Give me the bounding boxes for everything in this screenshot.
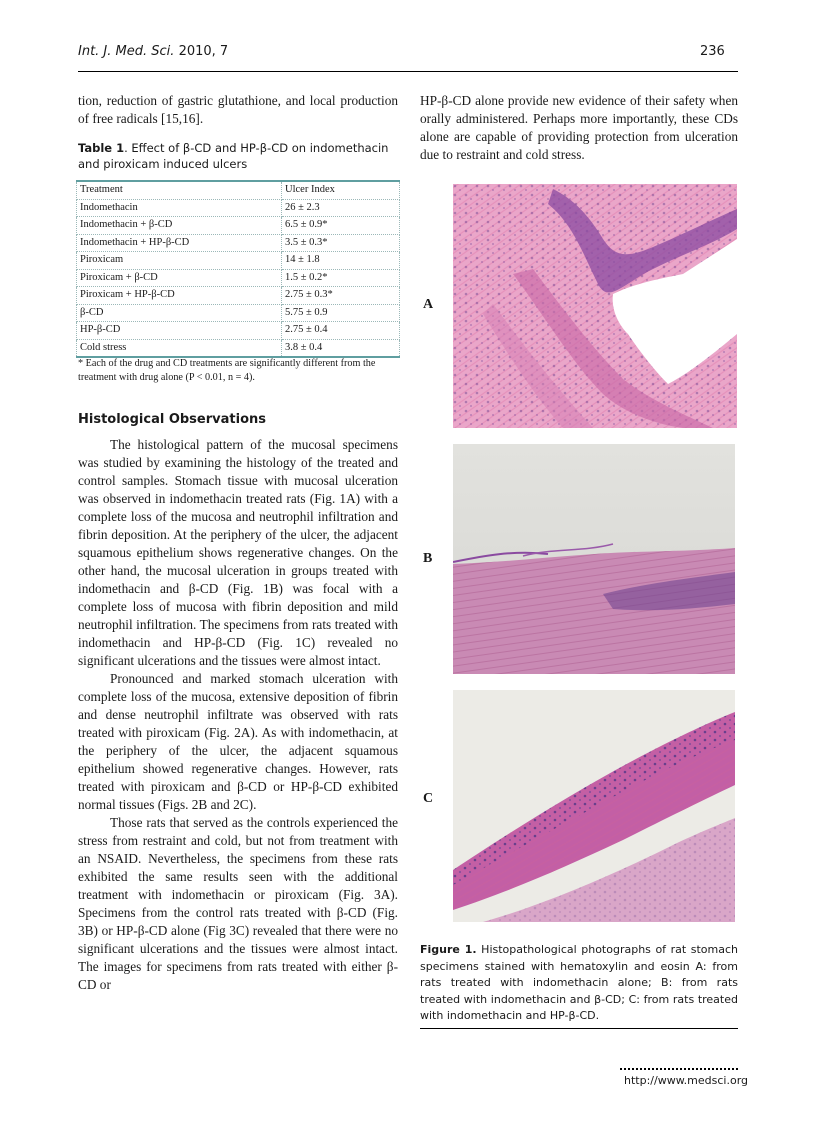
table-title: . Effect of β-CD and HP-β-CD on indomethacin and piroxicam induced ulcers <box>78 141 389 171</box>
treatment-cell: Indomethacin + β-CD <box>77 217 282 235</box>
treatment-cell: Piroxicam <box>77 252 282 270</box>
left-intro-paragraph <box>78 92 398 128</box>
table-label: Table 1 <box>78 141 125 155</box>
micrograph-panel-c <box>453 690 735 922</box>
column-header: Ulcer Index <box>282 181 400 199</box>
table-row <box>77 339 400 357</box>
treatment-cell: Indomethacin <box>77 199 282 217</box>
ulcer-index-cell: 2.75 ± 0.4 <box>282 322 400 340</box>
column-header: Treatment <box>77 181 282 199</box>
figure-caption <box>420 942 738 1025</box>
treatment-cell: β-CD <box>77 304 282 322</box>
treatment-cell: Piroxicam + HP-β-CD <box>77 287 282 305</box>
ulcer-index-cell: 1.5 ± 0.2* <box>282 269 400 287</box>
panel-label-a: A <box>423 297 434 312</box>
body-paragraph: The histological pattern of the mucosal specimens was studied by examining the histology of the treated and control samples. Stomach tissue with mucosal ulceration was observed in indomethacin treated rats (Fig. 1A) with a complete loss of the mucosa and neutrophil infiltration and fibrin deposition. At the periphery of the ulcer, the adjacent squamous epithelium shows regenerative changes. On the other hand, the mucosal ulceration in groups treated with indomethacin and β-CD (Fig. 1B) was focal with a complete loss of mucosa with fibrin deposition and mild neutrophil infiltration. The specimens from rats treated with indomethacin and HP-β-CD (Fig. 1C) revealed no significant ulcerations and the tissues were almost intact. <box>78 437 398 668</box>
header-rule <box>78 71 738 72</box>
panel-label-c: C <box>423 791 434 806</box>
footer-divider <box>620 1068 738 1070</box>
running-header-journal <box>78 44 228 59</box>
page-number: 236 <box>700 44 725 59</box>
right-intro-paragraph <box>420 92 738 164</box>
table-row <box>77 199 400 217</box>
table-row <box>77 287 400 305</box>
intro-text: tion, reduction of gastric glutathione, and local production of free radicals [15,16]. <box>78 93 398 126</box>
footer-url[interactable]: http://www.medsci.org <box>624 1074 749 1087</box>
body-paragraph: Those rats that served as the controls experienced the stress from restraint and cold, but not from treatment with an NSAID. Nevertheless, the specimens from these rats exhibited the same results seen with the additional treatment with indomethacin or piroxicam (Fig. 3A). Specimens from the control rats treated with β-CD (Fig. 3B) or HP-β-CD alone (Fig 3C) revealed that there were no significant ulcerations and the tissues were almost intact. The images for specimens from rats treated with either β-CD or <box>78 815 398 992</box>
micrograph-a-image <box>453 184 737 428</box>
micrograph-b-image <box>453 444 735 674</box>
micrograph-c-image <box>453 690 735 922</box>
ulcer-index-cell: 3.8 ± 0.4 <box>282 339 400 357</box>
table-row <box>77 217 400 235</box>
micrograph-panel-a <box>453 184 737 428</box>
ulcer-index-table <box>76 180 400 358</box>
treatment-cell: Indomethacin + HP-β-CD <box>77 234 282 252</box>
left-body-text <box>78 436 398 994</box>
table-row <box>77 304 400 322</box>
figure-caption-label: Figure 1. <box>420 943 477 956</box>
panel-label-b: B <box>423 551 433 566</box>
micrograph-panel-b <box>453 444 735 674</box>
right-intro-text: HP-β-CD alone provide new evidence of their safety when orally administered. Perhaps more importantly, these CDs alone are capable of providing protection from ulceration due to restraint and cold stress. <box>420 93 738 162</box>
ulcer-index-cell: 26 ± 2.3 <box>282 199 400 217</box>
treatment-cell: HP-β-CD <box>77 322 282 340</box>
body-paragraph: Pronounced and marked stomach ulceration with complete loss of the mucosa, extensive deposition of fibrin and dense neutrophil infiltrate was observed with rats treated with piroxicam (Fig. 2A). As with indomethacin, at the periphery of the ulcer, the adjacent squamous epithelium showed regenerative changes. However, rats treated with piroxicam and β-CD or HP-β-CD exhibited normal tissues (Figs. 2B and 2C). <box>78 671 398 812</box>
ulcer-index-cell: 6.5 ± 0.9* <box>282 217 400 235</box>
journal-name: Int. J. Med. Sci. <box>78 44 175 59</box>
table-row <box>77 322 400 340</box>
ulcer-index-cell: 3.5 ± 0.3* <box>282 234 400 252</box>
table-row <box>77 252 400 270</box>
table-row <box>77 269 400 287</box>
treatment-cell: Piroxicam + β-CD <box>77 269 282 287</box>
figure-caption-text: Histopathological photographs of rat stomach specimens stained with hematoxylin and eosin A: from rats treated with indomethacin alone; B: from rats treated with indomethacin and β-CD; C: from rats treated with indomethacin and HP-β-CD. <box>420 943 738 1022</box>
treatment-cell: Cold stress <box>77 339 282 357</box>
table-header-row <box>77 181 400 199</box>
table-row <box>77 234 400 252</box>
table-footnote: * Each of the drug and CD treatments are significantly different from the treatment with drug alone (P < 0.01, n = 4). <box>78 358 376 383</box>
ulcer-index-cell: 14 ± 1.8 <box>282 252 400 270</box>
section-heading: Histological Observations <box>78 412 266 427</box>
ulcer-index-cell: 5.75 ± 0.9 <box>282 304 400 322</box>
ulcer-index-cell: 2.75 ± 0.3* <box>282 287 400 305</box>
journal-year-volume: 2010, 7 <box>178 44 229 59</box>
figure-rule <box>420 1028 738 1029</box>
table-caption <box>78 140 408 172</box>
